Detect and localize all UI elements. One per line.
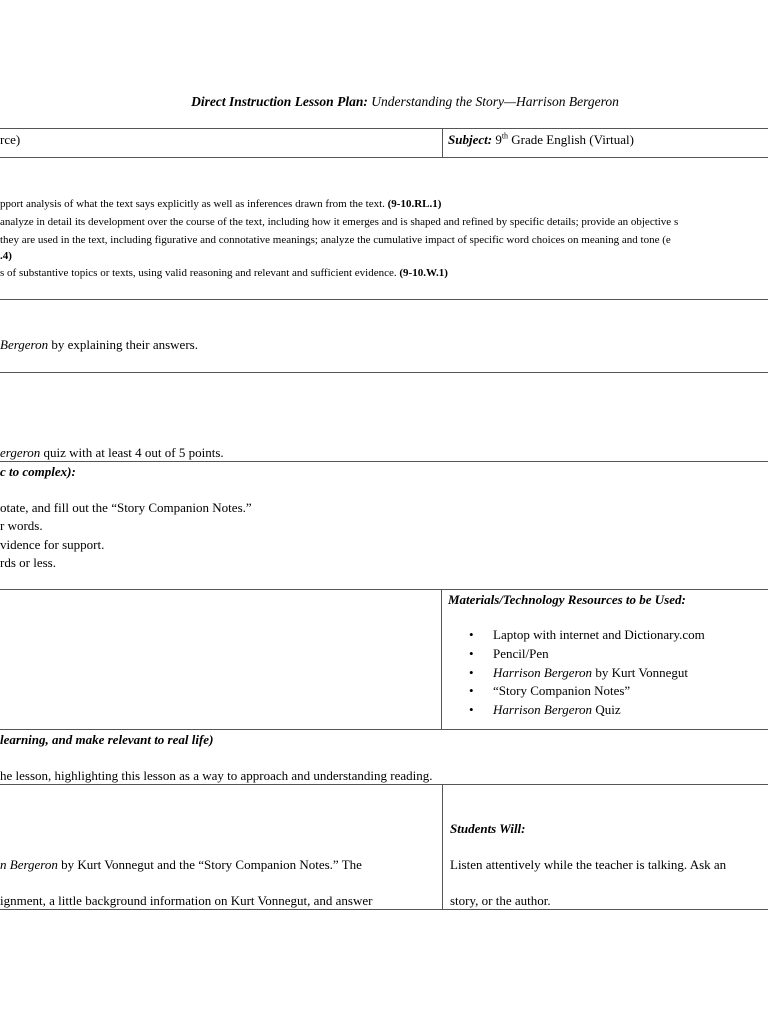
list-item: • “Story Companion Notes” [468, 682, 705, 701]
subject-label: Subject: [448, 132, 493, 147]
procedure-line: vidence for support. [0, 537, 105, 552]
table-bottom-border [0, 909, 768, 910]
list-item: • Laptop with internet and Dictionary.com [468, 626, 705, 645]
students-will-line: Listen attentively while the teacher is talking. Ask an [450, 857, 727, 872]
row-divider [0, 784, 768, 785]
title-rest: Understanding the Story—Harrison Bergeron [367, 94, 619, 109]
column-divider [442, 128, 443, 157]
anticipatory-text: he lesson, highlighting this lesson as a way to approach and understanding reading. [0, 768, 433, 783]
grade-text: Grade English (Virtual) [508, 132, 634, 147]
teacher-instruction-line: n Bergeron by Kurt Vonnegut and the “Story Companion Notes.” The [0, 857, 362, 872]
assessment-text: ergeron quiz with at least 4 out of 5 points. [0, 445, 224, 460]
anticipatory-heading: learning, and make relevant to real life) [0, 732, 214, 747]
row-divider [0, 461, 768, 462]
grade-suffix: th [501, 131, 509, 141]
teacher-instruction-line: ignment, a little background information on Kurt Vonnegut, and answer [0, 893, 373, 908]
list-item: • Harrison Bergeron by Kurt Vonnegut [468, 664, 705, 683]
procedure-line: rds or less. [0, 555, 56, 570]
row-divider [0, 729, 768, 730]
students-will-heading: Students Will: [450, 821, 526, 836]
standard-line: pport analysis of what the text says explicitly as well as inferences drawn from the text. (9-10.RL.1) [0, 198, 442, 210]
row-divider [0, 157, 768, 158]
students-will-line: story, or the author. [450, 893, 551, 908]
list-item: • Pencil/Pen [468, 645, 705, 664]
standard-line: analyze in detail its development over the course of the text, including how it emerges and is shaped and refined by specific details; provide an objective s [0, 216, 679, 228]
procedure-line: r words. [0, 518, 43, 533]
table-top-border [0, 128, 768, 129]
teacher-cell: rce) [0, 132, 21, 147]
standard-line: .4) [0, 250, 12, 262]
materials-list [468, 626, 705, 720]
standard-line: they are used in the text, including figurative and connotative meanings; analyze the cumulative impact of specific word choices on meaning and tone (e [0, 234, 671, 246]
column-divider [441, 589, 442, 729]
materials-heading: Materials/Technology Resources to be Used: [448, 592, 686, 607]
column-divider [442, 784, 443, 909]
procedures-heading: c to complex): [0, 464, 76, 479]
page-title [0, 94, 768, 110]
row-divider [0, 372, 768, 373]
grade-number: 9 [495, 132, 502, 147]
subject-cell [448, 132, 634, 148]
title-bold: Direct Instruction Lesson Plan: [191, 94, 368, 109]
list-item: • Harrison Bergeron Quiz [468, 701, 705, 720]
row-divider [0, 299, 768, 300]
procedure-line: otate, and fill out the “Story Companion Notes.” [0, 500, 252, 515]
objective-text: Bergeron by explaining their answers. [0, 337, 198, 352]
standard-line: s of substantive topics or texts, using valid reasoning and relevant and sufficient evidence. (9-10.W.1) [0, 267, 448, 279]
row-divider [0, 589, 768, 590]
